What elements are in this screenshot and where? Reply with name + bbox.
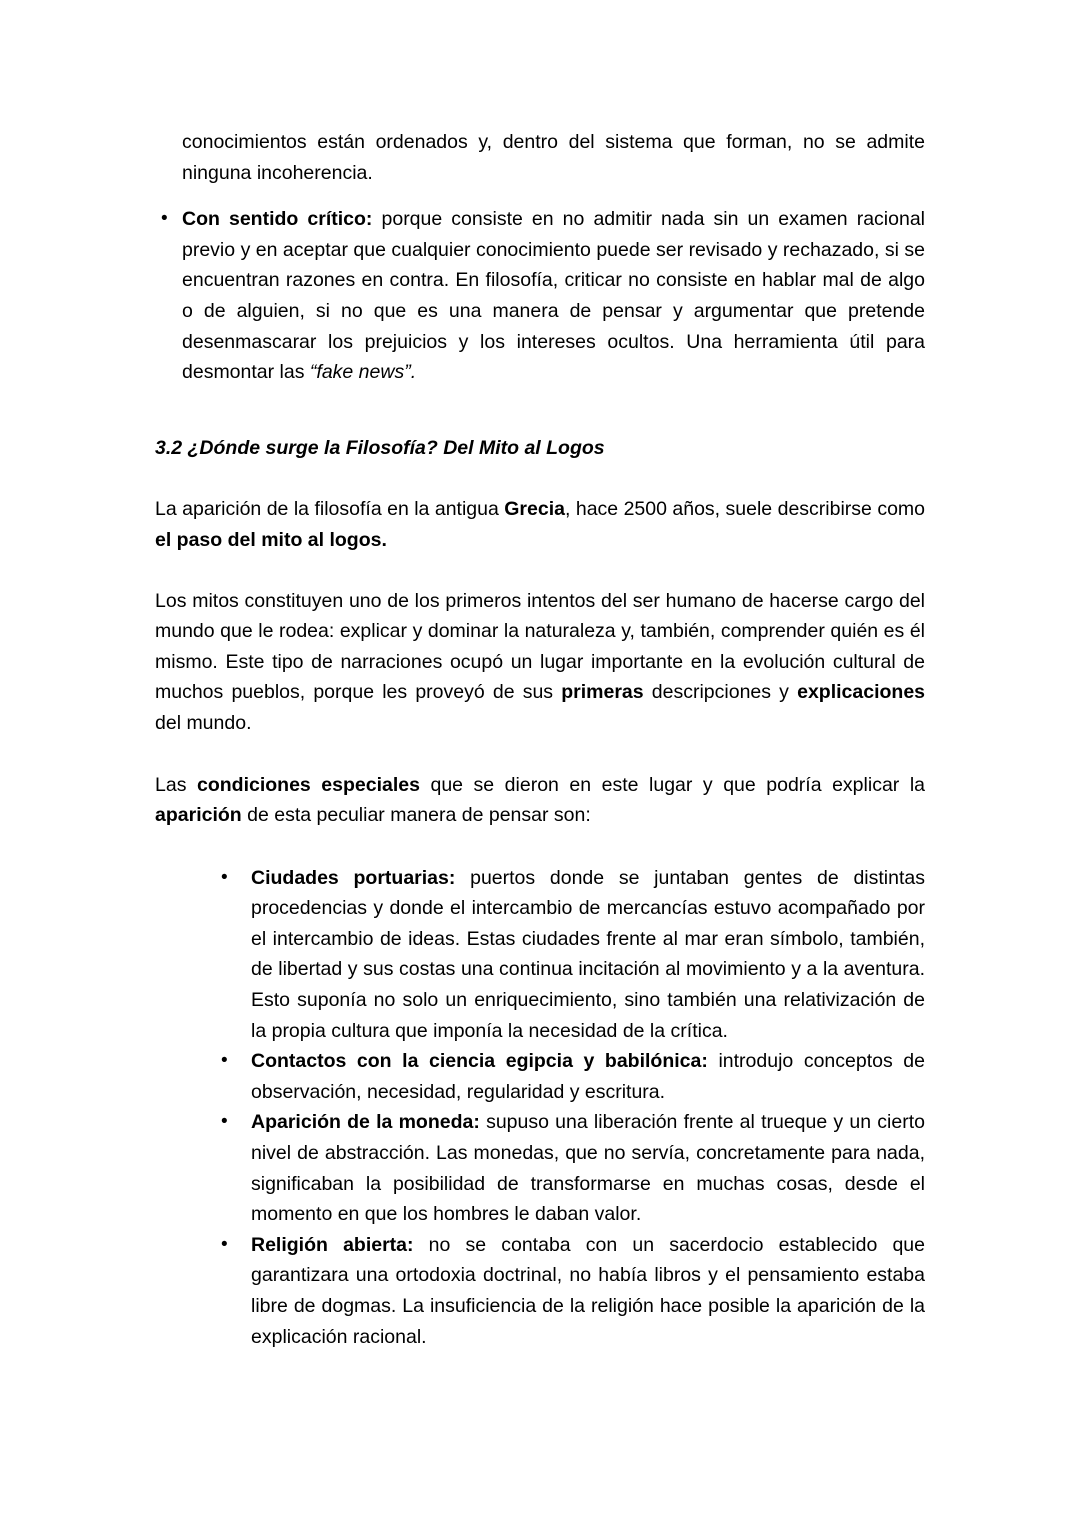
text-run: Los mitos constituyen uno de los primeros intentos del ser humano de hacerse cargo del mundo que le rodea: explicar y dominar la naturaleza y, también, comprender quién es él mismo. Este tipo de narraciones ocupó un lugar importante en la evolución cultural de muchos pueblos, porque les proveyó de sus (155, 589, 925, 704)
bold-run: el paso del mito al logos. (155, 528, 387, 551)
conditions-list (155, 863, 925, 1353)
bold-run: condiciones especiales (196, 773, 420, 796)
list-item-critical (161, 204, 926, 388)
bold-run: aparición (155, 804, 242, 827)
item-title: Aparición de la moneda: (251, 1111, 480, 1134)
features-list (155, 204, 925, 388)
item-text: no se contaba con un sacerdocio establecido que garantizara una ortodoxia doctrinal, no había libros y el pensamiento estaba libre de dogmas. La insuficiencia de la religión hace posible la aparición de la explicación racional. (251, 1233, 925, 1348)
text-run: Las (155, 773, 197, 796)
text-run: , hace 2500 años, suele describirse como (564, 498, 925, 521)
list-item (221, 1107, 925, 1229)
text-run: de esta peculiar manera de pensar son: (241, 804, 591, 827)
item-text: introdujo conceptos de observación, necesidad, regularidad y escritura. (251, 1050, 925, 1103)
bold-run: Grecia (504, 498, 565, 521)
item-title: Contactos con la ciencia egipcia y babilónica: (251, 1050, 708, 1073)
list-item (221, 863, 925, 1047)
item-text: supuso una liberación frente al trueque y un cierto nivel de abstracción. Las monedas, que no servía, concretamente para nada, significaban la posibilidad de transformarse en muchas cosas, desde el momento en que los hombres le daban valor. (251, 1111, 925, 1226)
intro-continuation: conocimientos están ordenados y, dentro del sistema que forman, no se admite ninguna incoherencia. (182, 131, 925, 184)
bold-run: explicaciones (797, 681, 926, 704)
bullet-icon: • (221, 1050, 228, 1072)
bold-run: primeras (561, 681, 644, 704)
list-item (221, 1046, 925, 1107)
item-title: Ciudades portuarias: (251, 866, 456, 889)
paragraph-myths (155, 586, 925, 739)
section-heading: 3.2 ¿Dónde surge la Filosofía? Del Mito al Logos (155, 436, 605, 459)
bullet-icon: • (221, 1233, 228, 1255)
text-run: del mundo. (155, 711, 252, 734)
item-title: Religión abierta: (251, 1233, 414, 1256)
text-run: La aparición de la filosofía en la antigua (155, 498, 505, 521)
item-title: Con sentido crítico: (182, 208, 373, 231)
paragraph-greece (155, 494, 925, 555)
bullet-icon: • (161, 208, 168, 230)
bullet-icon: • (221, 866, 228, 888)
text-run: que se dieron en este lugar y que podría explicar la (419, 773, 925, 796)
paragraph-conditions (155, 770, 925, 831)
item-text: porque consiste en no admitir nada sin un examen racional previo y en aceptar que cualquier conocimiento puede ser revisado y rechazado, si se encuentran razones en contra. En filosofía, criticar no consiste en hablar mal de algo o de alguien, si no que es una manera de pensar y argumentar que pretende desenmascarar los prejuicios y los intereses ocultos. Una herramienta útil para desmontar las (182, 208, 926, 384)
list-item (221, 1230, 925, 1352)
bullet-icon: • (221, 1111, 228, 1133)
item-italic: “fake news”. (309, 361, 417, 384)
text-run: descripciones y (643, 681, 798, 704)
item-text: puertos donde se juntaban gentes de distintas procedencias y donde el intercambio de mercancías estuvo acompañado por el intercambio de ideas. Estas ciudades frente al mar eran símbolo, también, de libertad y sus costas una continua incitación al movimiento y a la aventura. Esto suponía no solo un enriquecimiento, sino también una relativización de la propia cultura que imponía la necesidad de la crítica. (251, 866, 925, 1042)
